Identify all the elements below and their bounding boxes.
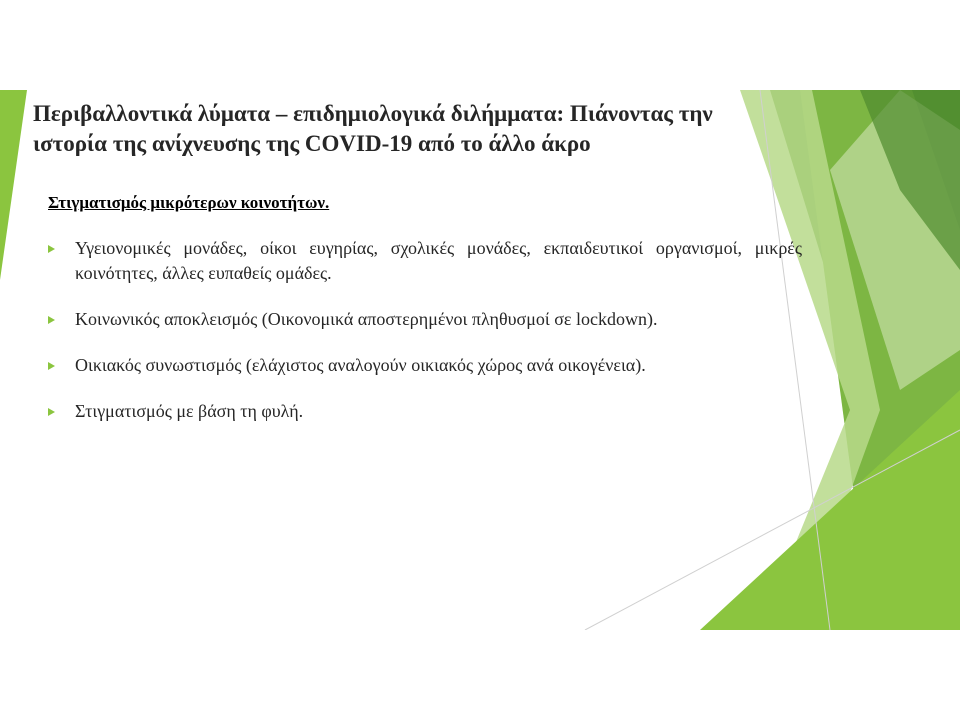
bullet-item bbox=[48, 399, 802, 424]
triangle-bullet-icon bbox=[48, 362, 55, 370]
bullet-item bbox=[48, 236, 802, 286]
bullet-text: Οικιακός συνωστισμός (ελάχιστος αναλογούν οικιακός χώρος ανά οικογένεια). bbox=[75, 355, 646, 375]
bullet-list bbox=[48, 236, 802, 445]
bullet-item bbox=[48, 353, 802, 378]
triangle-bullet-icon bbox=[48, 408, 55, 416]
bullet-text: Υγειονομικές μονάδες, οίκοι ευγηρίας, σχολικές μονάδες, εκπαιδευτικοί οργανισμοί, μικρές κοινότητες, άλλες ευπαθείς ομάδες. bbox=[75, 238, 802, 283]
bullet-text: Στιγματισμός με βάση τη φυλή. bbox=[75, 401, 304, 421]
left-green-strip bbox=[0, 90, 27, 280]
bullet-text: Κοινωνικός αποκλεισμός (Οικονομικά αποστερημένοι πληθυσμοί σε lockdown). bbox=[75, 309, 658, 329]
slide bbox=[0, 90, 960, 630]
triangle-bullet-icon bbox=[48, 316, 55, 324]
triangle-bullet-icon bbox=[48, 245, 55, 253]
bullet-item bbox=[48, 307, 802, 332]
slide-title-line-1: Περιβαλλοντικά λύματα – επιδημιολογικά διλήμματα: Πιάνοντας την bbox=[33, 101, 713, 126]
slide-title-line-2: ιστορία της ανίχνευσης της COVID-19 από το άλλο άκρο bbox=[33, 131, 591, 156]
subheading: Στιγματισμός μικρότερων κοινοτήτων. bbox=[48, 193, 330, 212]
slide-title bbox=[33, 99, 913, 159]
